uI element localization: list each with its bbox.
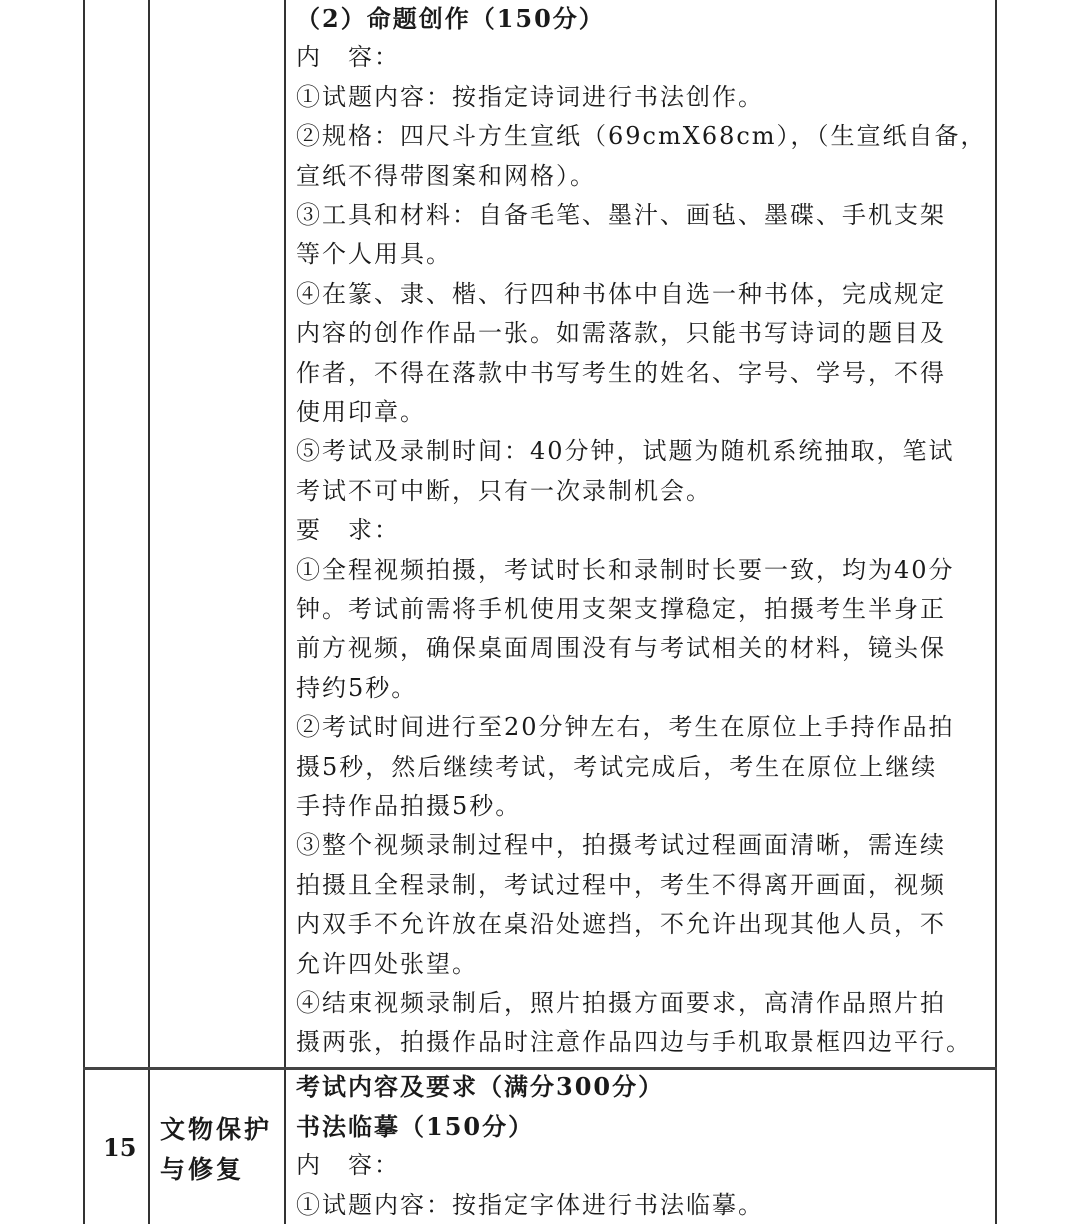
text-line: 内双手不允许放在桌沿处遮挡，不允许出现其他人员，不 xyxy=(296,905,946,945)
text-line: ③整个视频录制过程中，拍摄考试过程画面清晰，需连续 xyxy=(296,826,946,866)
text-line: 考试内容及要求（满分300分） xyxy=(296,1067,664,1107)
text-line: 前方视频，确保桌面周围没有与考试相关的材料，镜头保 xyxy=(296,629,946,669)
prev-row-content-cell xyxy=(296,0,991,1066)
table-border-col2 xyxy=(148,0,150,1224)
text-line: 书法临摹（150分） xyxy=(296,1107,534,1147)
text-line: ①试题内容：按指定字体进行书法临摹。 xyxy=(296,1186,764,1225)
text-line: 作者，不得在落款中书写考生的姓名、字号、学号，不得 xyxy=(296,354,946,394)
text-line: 摄两张，拍摄作品时注意作品四边与手机取景框四边平行。 xyxy=(296,1023,972,1063)
table-border-left xyxy=(83,0,85,1224)
text-line: （2）命题创作（150分） xyxy=(296,0,605,39)
text-line: ②考试时间进行至20分钟左右，考生在原位上手持作品拍 xyxy=(296,708,955,748)
text-line: 要 求： xyxy=(296,511,400,551)
table-border-col3 xyxy=(284,0,286,1224)
text-line: 考试不可中断，只有一次录制机会。 xyxy=(296,472,712,512)
text-line: 手持作品拍摄5秒。 xyxy=(296,787,521,827)
text-line: 拍摄且全程录制，考试过程中，考生不得离开画面，视频 xyxy=(296,866,946,906)
text-line: ⑤考试及录制时间：40分钟，试题为随机系统抽取，笔试 xyxy=(296,432,955,472)
text-line: 允许四处张望。 xyxy=(296,945,478,985)
row15-content-cell xyxy=(296,1071,991,1224)
text-line: 钟。考试前需将手机使用支架支撑稳定，拍摄考生半身正 xyxy=(296,590,946,630)
text-line: 持约5秒。 xyxy=(296,669,417,709)
text-line: ①全程视频拍摄，考试时长和录制时长要一致，均为40分 xyxy=(296,551,955,591)
text-line: 宣纸不得带图案和网格）。 xyxy=(296,157,596,197)
major-name xyxy=(160,1110,272,1190)
text-line: ④在篆、隶、楷、行四种书体中自选一种书体，完成规定 xyxy=(296,275,946,315)
text-line: 使用印章。 xyxy=(296,393,426,433)
major-name-line1: 文物保护 xyxy=(160,1110,272,1150)
row-number: 15 xyxy=(103,1133,136,1162)
text-line: ④结束视频录制后，照片拍摄方面要求，高清作品照片拍 xyxy=(296,984,946,1024)
text-line: 等个人用具。 xyxy=(296,235,452,275)
major-name-line2: 与修复 xyxy=(160,1150,272,1190)
text-line: 内 容： xyxy=(296,38,400,78)
text-line: 内 容： xyxy=(296,1146,400,1186)
table-border-right xyxy=(995,0,997,1224)
text-line: ③工具和材料：自备毛笔、墨汁、画毡、墨碟、手机支架 xyxy=(296,196,946,236)
text-line: ②规格：四尺斗方生宣纸（69cmX68cm），（生宣纸自备， xyxy=(296,117,987,157)
text-line: 内容的创作作品一张。如需落款，只能书写诗词的题目及 xyxy=(296,314,946,354)
text-line: ①试题内容：按指定诗词进行书法创作。 xyxy=(296,78,764,118)
text-line: 摄5秒，然后继续考试，考试完成后，考生在原位上继续 xyxy=(296,748,937,788)
